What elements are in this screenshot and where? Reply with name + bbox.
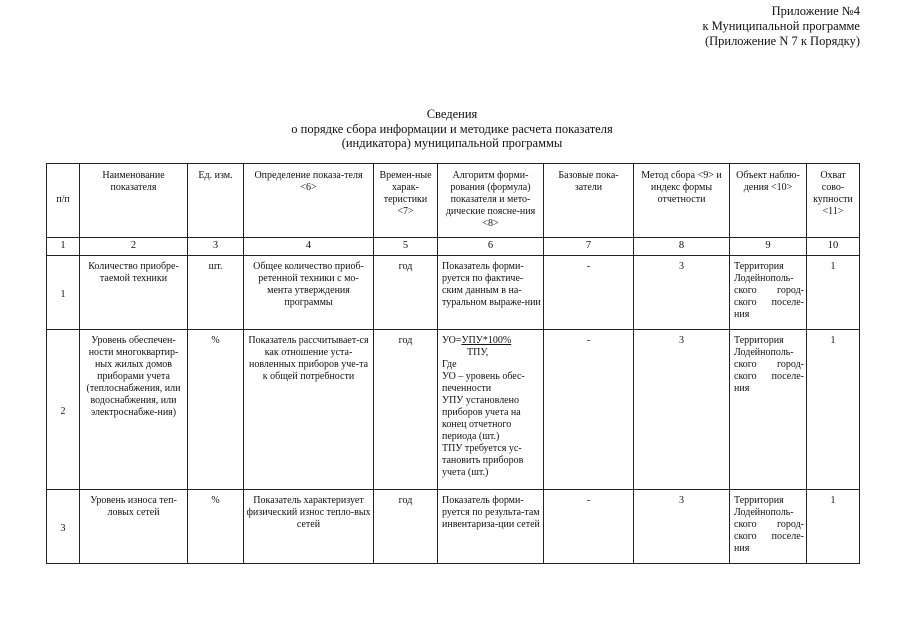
unit: % <box>188 490 244 564</box>
collection-method: 3 <box>634 256 730 330</box>
algorithm <box>438 330 544 490</box>
definition: Показатель рассчитывает-ся как отношение уста-новленных приборов уче-та к общей потребности <box>244 330 374 490</box>
header-cell: Метод сбора <9> и индекс формы отчетности <box>634 164 730 238</box>
unit: % <box>188 330 244 490</box>
algorithm: Показатель форми-руется по результа-там инвентаризa-ции сетей <box>438 490 544 564</box>
base-indicator: - <box>544 256 634 330</box>
table-row <box>47 256 860 330</box>
appendix-reference <box>702 4 860 49</box>
observation-object: Территория Лодейнополь-ского город-ского поселе-ния <box>730 490 807 564</box>
column-number: 2 <box>80 238 188 256</box>
indicator-name: Количество приобре-таемой техники <box>80 256 188 330</box>
collection-method: 3 <box>634 490 730 564</box>
time-characteristic: год <box>374 490 438 564</box>
formula-prefix: УО= <box>442 335 462 346</box>
coverage: 1 <box>807 330 860 490</box>
definition: Общее количество приоб-ретенной техники с мо-мента утверждения программы <box>244 256 374 330</box>
title-line-1: Сведения <box>426 107 478 121</box>
table-row <box>47 490 860 564</box>
header-cell: Охват сово-купности <11> <box>807 164 860 238</box>
table-header-row <box>47 164 860 238</box>
appendix-line-2: к Муниципальной программе <box>702 19 860 33</box>
header-cell: п/п <box>47 164 80 238</box>
coverage: 1 <box>807 490 860 564</box>
definition: Показатель характеризует физический износ тепло-вых сетей <box>244 490 374 564</box>
coverage: 1 <box>807 256 860 330</box>
formula-where: Где <box>442 359 457 370</box>
base-indicator: - <box>544 490 634 564</box>
formula <box>442 335 541 347</box>
formula-upu-definition: УПУ установлено приборов учета на конец отчетного периода (шт.) <box>442 395 521 442</box>
base-indicator: - <box>544 330 634 490</box>
column-number-row <box>47 238 860 256</box>
title-line-2: о порядке сбора информации и методике расчета показателя <box>291 121 613 136</box>
table-row <box>47 330 860 490</box>
column-number: 8 <box>634 238 730 256</box>
header-cell: Ед. изм. <box>188 164 244 238</box>
column-number: 9 <box>730 238 807 256</box>
column-number: 4 <box>244 238 374 256</box>
row-number: 3 <box>47 490 80 564</box>
appendix-line-3: (Приложение N 7 к Порядку) <box>704 34 860 48</box>
formula-tpu-definition: ТПУ требуется ус-тановить приборов учета (шт.) <box>442 443 524 478</box>
algorithm: Показатель форми-руется по фактиче-ским данным в на-туральном выраже-нии <box>438 256 544 330</box>
unit: шт. <box>188 256 244 330</box>
formula-denominator: ТПУ, <box>467 347 489 358</box>
header-cell: Наименование показателя <box>80 164 188 238</box>
observation-object: Территория Лодейнополь-ского город-ского поселе-ния <box>730 330 807 490</box>
header-cell: Времен-ные харак-теристики <7> <box>374 164 438 238</box>
header-cell: Объект наблю-дения <10> <box>730 164 807 238</box>
formula-numerator: УПУ*100% <box>461 335 512 346</box>
header-cell: Определение показа-теля <6> <box>244 164 374 238</box>
row-number: 1 <box>47 256 80 330</box>
time-characteristic: год <box>374 330 438 490</box>
column-number: 3 <box>188 238 244 256</box>
observation-object: Территория Лодейнополь-ского город-ского поселе-ния <box>730 256 807 330</box>
indicator-name: Уровень износа теп-ловых сетей <box>80 490 188 564</box>
title-line-3: (индикатора) муниципальной программы <box>341 136 563 150</box>
row-number: 2 <box>47 330 80 490</box>
column-number: 5 <box>374 238 438 256</box>
column-number: 6 <box>438 238 544 256</box>
time-characteristic: год <box>374 256 438 330</box>
header-cell: Базовые пока-затели <box>544 164 634 238</box>
column-number: 1 <box>47 238 80 256</box>
indicators-table <box>46 163 860 564</box>
document-title <box>0 107 904 151</box>
header-cell: Алгоритм форми-рования (формула) показателя и мето-дические поясне-ния <8> <box>438 164 544 238</box>
collection-method: 3 <box>634 330 730 490</box>
indicator-name: Уровень обеспечен-ности многоквартир-ных жилых домов приборами учета (теплоснабжения, или водоснабжения, или электроснабже-ния) <box>80 330 188 490</box>
formula-uo-definition: УО – уровень обес-печенности <box>442 371 525 394</box>
appendix-line-1: Приложение №4 <box>771 4 860 18</box>
column-number: 7 <box>544 238 634 256</box>
column-number: 10 <box>807 238 860 256</box>
